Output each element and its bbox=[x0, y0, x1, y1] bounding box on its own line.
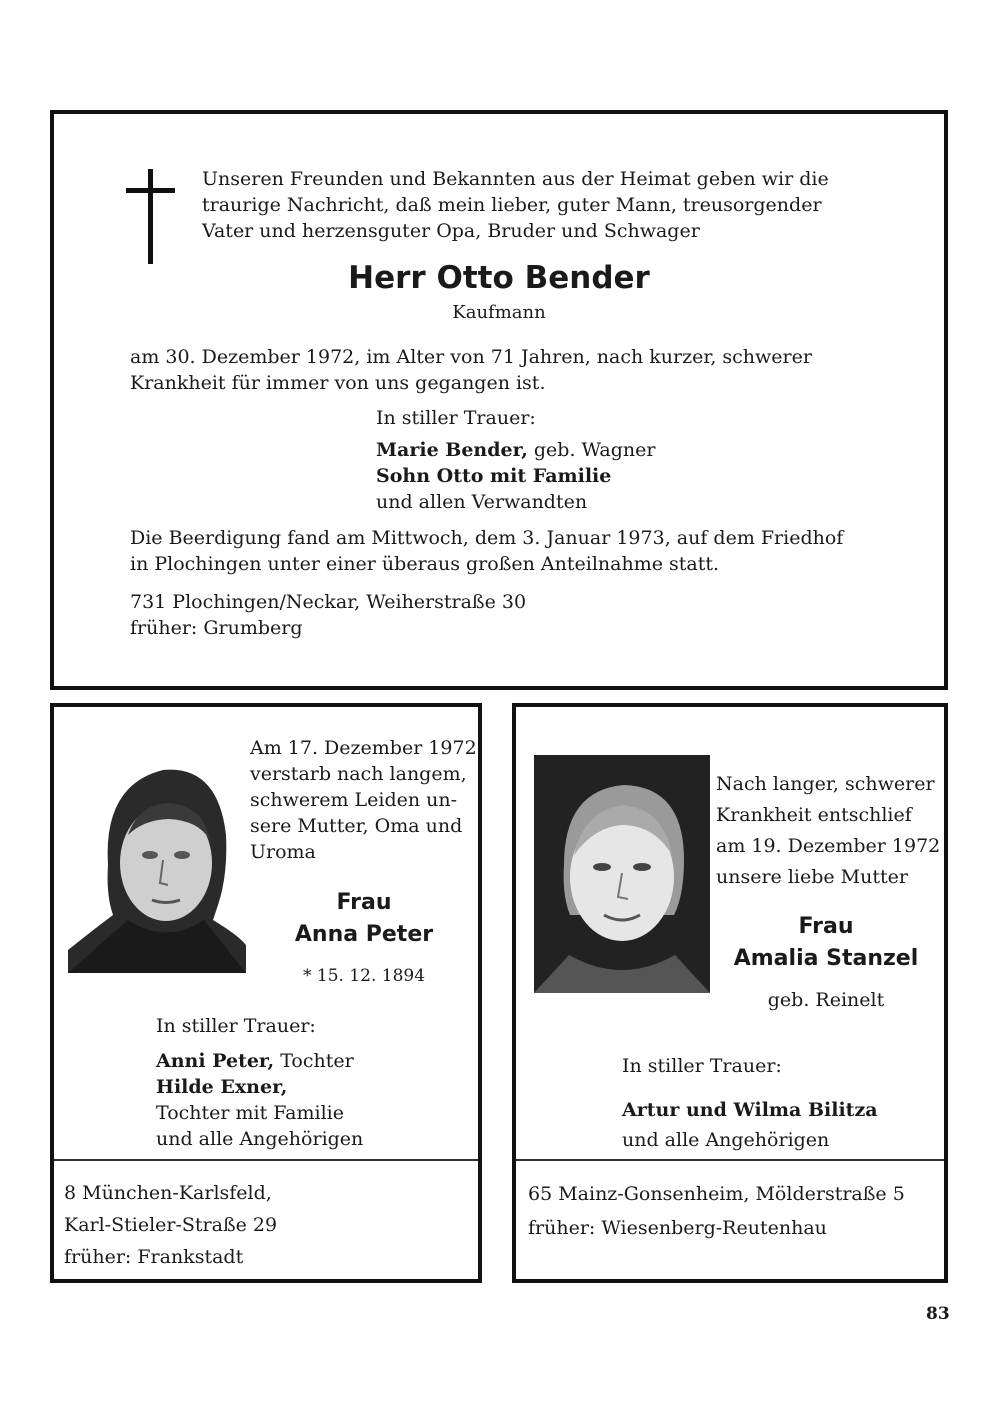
intro-line: Vater und herzensguter Opa, Bruder und Schwager bbox=[202, 220, 700, 242]
mourner: Marie Bender, geb. Wagner bbox=[376, 439, 656, 461]
deceased-name: Herr Otto Bender bbox=[348, 260, 650, 296]
mourner: Anni Peter, Tochter bbox=[156, 1050, 354, 1072]
death-text bbox=[130, 344, 930, 396]
mourning-label: In stiller Trauer: bbox=[156, 1015, 316, 1037]
death-line: verstarb nach langem, bbox=[250, 763, 467, 785]
death-line: sere Mutter, Oma und bbox=[250, 815, 463, 837]
address-line: 65 Mainz-Gonsenheim, Mölderstraße 5 bbox=[528, 1183, 905, 1205]
divider bbox=[54, 1159, 478, 1161]
death-text bbox=[716, 769, 944, 893]
funeral-line: Die Beerdigung fand am Mittwoch, dem 3. Januar 1973, auf dem Friedhof bbox=[130, 527, 844, 549]
portrait-photo bbox=[534, 755, 710, 993]
death-line: Uroma bbox=[250, 841, 316, 863]
mourning-label: In stiller Trauer: bbox=[376, 407, 536, 429]
mourners-list bbox=[376, 437, 655, 515]
portrait-photo bbox=[68, 745, 246, 973]
mourner: und allen Verwandten bbox=[376, 491, 588, 513]
address-block bbox=[528, 1177, 905, 1245]
address-line: früher: Frankstadt bbox=[64, 1246, 244, 1268]
birth-date: * 15. 12. 1894 bbox=[302, 966, 426, 986]
address-line: 731 Plochingen/Neckar, Weiherstraße 30 bbox=[130, 591, 527, 613]
mourner: und alle Angehörigen bbox=[622, 1129, 830, 1151]
deceased-occupation: Kaufmann bbox=[452, 302, 546, 323]
address-block bbox=[130, 589, 730, 641]
divider bbox=[516, 1159, 944, 1161]
death-line: Krankheit entschlief bbox=[716, 804, 912, 826]
address-line: früher: Wiesenberg-Reutenhau bbox=[528, 1217, 827, 1239]
address-block bbox=[64, 1177, 277, 1273]
intro-text bbox=[202, 166, 922, 244]
address-line: 8 München-Karlsfeld, bbox=[64, 1182, 272, 1204]
mourner: Hilde Exner, bbox=[156, 1076, 288, 1098]
death-line: schwerem Leiden un- bbox=[250, 789, 458, 811]
intro-line: traurige Nachricht, daß mein lieber, guter Mann, treusorgender bbox=[202, 194, 822, 216]
deceased-name-block bbox=[276, 887, 452, 951]
address-line: Karl-Stieler-Straße 29 bbox=[64, 1214, 278, 1236]
page-number: 83 bbox=[926, 1304, 950, 1324]
deceased-name-block bbox=[716, 911, 936, 975]
mourner: Sohn Otto mit Familie bbox=[376, 465, 612, 487]
death-line: am 30. Dezember 1972, im Alter von 71 Jahren, nach kurzer, schwerer bbox=[130, 346, 812, 368]
death-line: unsere liebe Mutter bbox=[716, 866, 908, 888]
left-notice-frame bbox=[50, 703, 482, 1283]
mourner: Tochter mit Familie bbox=[156, 1102, 344, 1124]
mourners-list bbox=[156, 1048, 363, 1152]
maiden-name: geb. Reinelt bbox=[767, 989, 885, 1011]
mourning-label: In stiller Trauer: bbox=[622, 1055, 782, 1077]
death-line: am 19. Dezember 1972 bbox=[716, 835, 941, 857]
right-notice-frame bbox=[512, 703, 948, 1283]
address-line: früher: Grumberg bbox=[130, 617, 303, 639]
death-line: Krankheit für immer von uns gegangen ist. bbox=[130, 372, 546, 394]
deceased-name: Anna Peter bbox=[294, 922, 434, 947]
deceased-name: Amalia Stanzel bbox=[733, 946, 919, 971]
funeral-text bbox=[130, 525, 930, 577]
death-line: Am 17. Dezember 1972 bbox=[250, 737, 477, 759]
funeral-line: in Plochingen unter einer überaus großen Anteilnahme statt. bbox=[130, 553, 720, 575]
mourners-list bbox=[622, 1095, 878, 1155]
intro-line: Unseren Freunden und Bekannten aus der Heimat geben wir die bbox=[202, 168, 829, 190]
mourner: Artur und Wilma Bilitza bbox=[622, 1099, 878, 1121]
mourner: und alle Angehörigen bbox=[156, 1128, 364, 1150]
top-notice-frame bbox=[50, 110, 948, 690]
death-text bbox=[250, 735, 480, 865]
deceased-title: Frau bbox=[798, 914, 854, 939]
deceased-title: Frau bbox=[336, 890, 392, 915]
death-line: Nach langer, schwerer bbox=[716, 773, 935, 795]
